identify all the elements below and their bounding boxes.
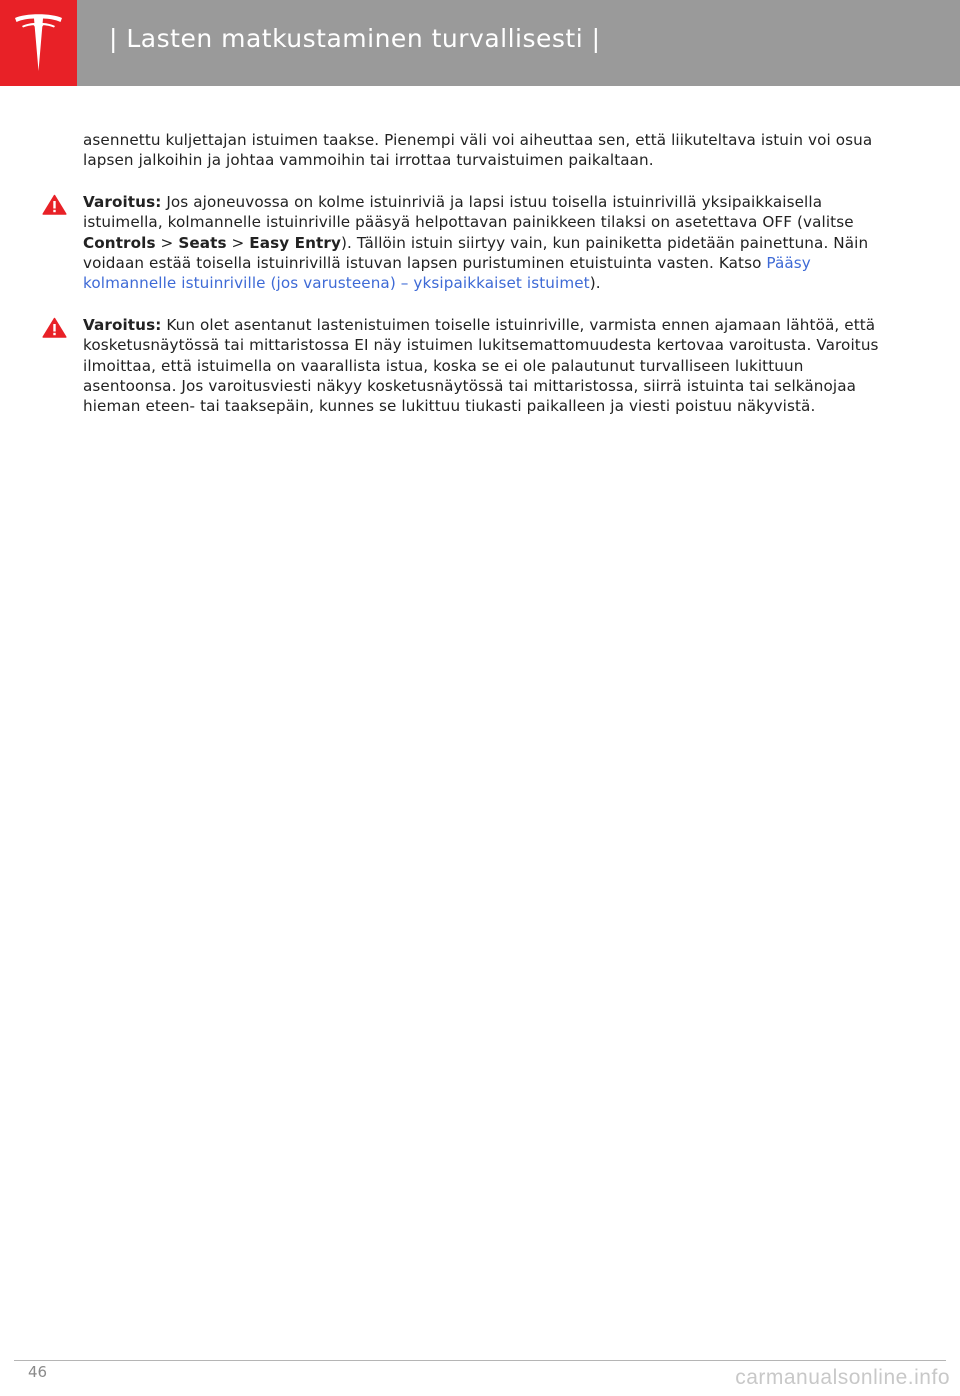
warning-triangle-icon <box>42 317 67 338</box>
menu-path-seats: Seats <box>178 233 227 252</box>
menu-path-separator: > <box>155 233 179 252</box>
page-title: | Lasten matkustaminen turvallisesti | <box>109 24 601 53</box>
menu-path-separator: > <box>226 233 250 252</box>
third-row-access-link[interactable]: Pääsy kolmannelle istuinriville (jos varusteena) – yksipaikkaiset istuimet <box>83 254 811 293</box>
warning-label: Varoitus: <box>83 192 162 211</box>
main-content <box>83 130 883 438</box>
warning-text: Kun olet asentanut lastenistuimen toiselle istuinriville, varmista ennen ajamaan lähtöä, että kosketusnäytössä tai mittaristossa EI näy istuimen lukitsemattomuudesta kertovaa varoitusta. Varoitus ilmoittaa, että istuimella on vaarallista istua, koska se ei ole palautunut turvalliseen lukittuun asentoonsa. Jos varoitusviesti näkyy kosketusnäytössä tai mittaristossa, siirrä istuinta tai selkänojaa hieman eteen- tai taaksepäin, kunnes se lukittuu tiukasti paikalleen ja viesti poistuu näkyvistä. <box>83 315 879 416</box>
menu-path-easy-entry: Easy Entry <box>249 233 341 252</box>
watermark: carmanualsonline.info <box>735 1366 950 1389</box>
intro-paragraph: asennettu kuljettajan istuimen taakse. Pienempi väli voi aiheuttaa sen, että liikuteltava istuin voi osua lapsen jalkoihin ja johtaa vammoihin tai irrottaa turvaistuimen paikaltaan. <box>83 131 873 170</box>
menu-path-controls: Controls <box>83 233 156 252</box>
warning-label: Varoitus: <box>83 315 162 334</box>
tesla-logo-icon <box>13 14 64 72</box>
tesla-logo <box>0 0 77 86</box>
warning-block-1 <box>83 192 883 294</box>
warning-text: ). Tällöin istuin siirtyy vain, kun painiketta pidetään painettuna. Näin voidaan estää toisella istuinrivillä istuvan lapsen puristuminen etuistuinta vasten. Katso <box>83 233 869 273</box>
warning-triangle-icon <box>42 194 67 215</box>
warning-text: ). <box>589 274 601 293</box>
warning-text: Jos ajoneuvossa on kolme istuinriviä ja lapsi istuu toisella istuinrivillä yksipaikkaisella istuimella, kolmannelle istuinriville pääsyä helpottavan painikkeen tilaksi on asetettava OFF (valitse <box>83 192 854 232</box>
page-header <box>0 0 960 86</box>
footer-divider <box>14 1360 946 1361</box>
page-number: 46 <box>28 1363 48 1381</box>
warning-block-2 <box>83 315 883 417</box>
